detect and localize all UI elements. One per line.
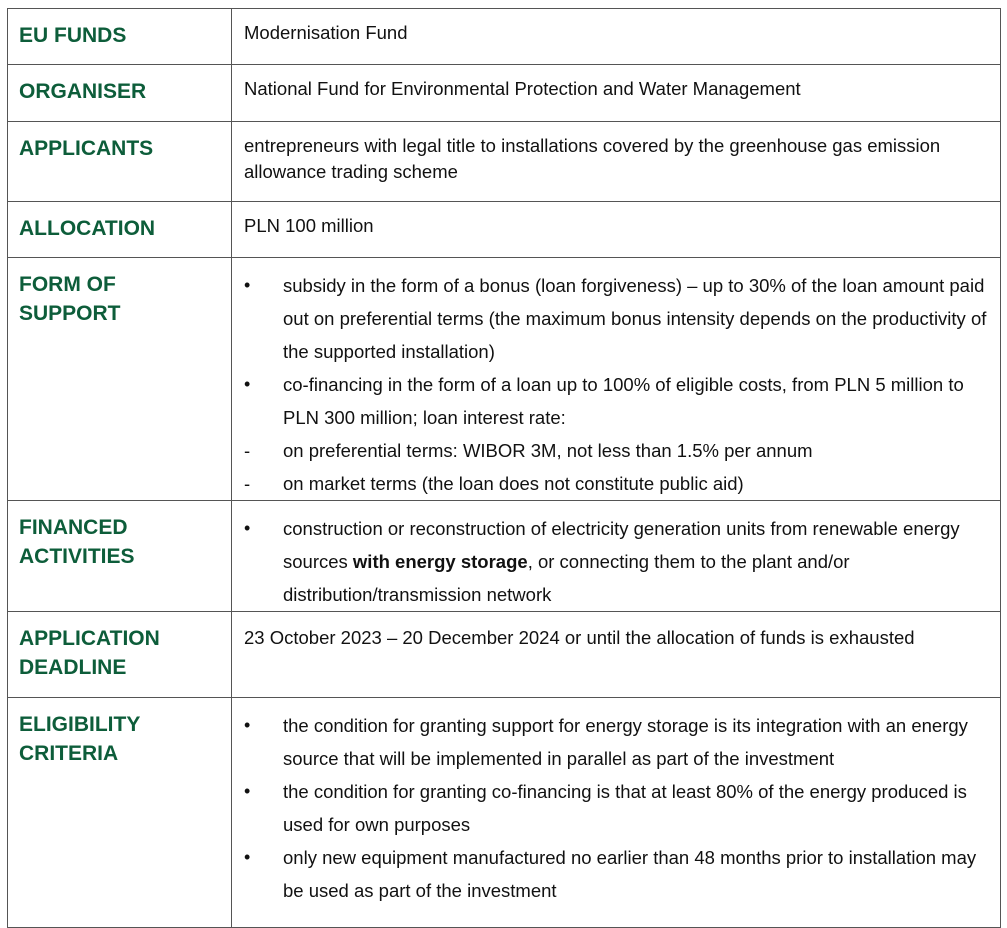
value-application-deadline: 23 October 2023 – 20 December 2024 or until the allocation of funds is exhausted — [232, 612, 1001, 698]
bullet-text: co-financing in the form of a loan up to 100% of eligible costs, from PLN 5 million to PLN 300 million; loan interest rate: — [283, 374, 964, 428]
row-eligibility-criteria — [8, 698, 1001, 928]
bullet-marker: • — [244, 275, 251, 295]
list-item — [244, 269, 988, 368]
bullet-text-bold: with energy storage — [352, 551, 528, 572]
label-financed-activities: FINANCED ACTIVITIES — [8, 501, 232, 612]
value-eligibility-criteria — [232, 698, 1001, 928]
row-applicants — [8, 122, 1001, 202]
bullet-text-end: , or connecting them to the plant and/or distribution/transmission network — [283, 551, 850, 605]
bullet-marker: • — [244, 715, 251, 735]
value-organiser: National Fund for Environmental Protection and Water Management — [232, 65, 1001, 122]
bullet-marker: • — [244, 518, 251, 538]
bullet-marker: • — [244, 781, 251, 801]
value-financed-activities — [232, 501, 1001, 612]
criteria-bullet-list — [244, 709, 988, 907]
sub-list-item — [244, 434, 988, 467]
bullet-text: only new equipment manufactured no earlier than 48 months prior to installation may be used as part of the investment — [283, 847, 977, 901]
sub-item-text: on market terms (the loan does not constitute public aid) — [283, 473, 744, 494]
bullet-marker: • — [244, 374, 251, 394]
label-organiser: ORGANISER — [8, 65, 232, 122]
row-financed-activities — [8, 501, 1001, 612]
bullet-marker: • — [244, 847, 251, 867]
bullet-text: the condition for granting co-financing is that at least 80% of the energy produced is used for own purposes — [283, 781, 967, 835]
label-applicants: APPLICANTS — [8, 122, 232, 202]
row-eu-funds — [8, 9, 1001, 65]
label-eligibility-criteria: ELIGIBILITY CRITERIA — [8, 698, 232, 928]
value-applicants: entrepreneurs with legal title to installations covered by the greenhouse gas emission allowance trading scheme — [232, 122, 1001, 202]
list-item — [244, 512, 988, 611]
label-eu-funds: EU FUNDS — [8, 9, 232, 65]
sub-item-text: on preferential terms: WIBOR 3M, not less than 1.5% per annum — [283, 440, 813, 461]
dash-marker: - — [244, 440, 251, 461]
list-item — [244, 775, 988, 841]
label-form-of-support: FORM OF SUPPORT — [8, 258, 232, 501]
interest-rate-sublist — [244, 434, 988, 500]
label-application-deadline: APPLICATION DEADLINE — [8, 612, 232, 698]
value-allocation: PLN 100 million — [232, 202, 1001, 258]
row-allocation — [8, 202, 1001, 258]
sub-list-item — [244, 467, 988, 500]
list-item — [244, 368, 988, 434]
funding-info-table — [7, 8, 1001, 928]
row-application-deadline — [8, 612, 1001, 698]
list-item — [244, 841, 988, 907]
bullet-text: subsidy in the form of a bonus (loan forgiveness) – up to 30% of the loan amount paid out on preferential terms (the maximum bonus intensity depends on the productivity of the supported installation) — [283, 275, 987, 362]
list-item — [244, 709, 988, 775]
label-allocation: ALLOCATION — [8, 202, 232, 258]
value-eu-funds: Modernisation Fund — [232, 9, 1001, 65]
bullet-text: the condition for granting support for energy storage is its integration with an energy source that will be implemented in parallel as part of the investment — [283, 715, 968, 769]
row-organiser — [8, 65, 1001, 122]
dash-marker: - — [244, 473, 251, 494]
bullet-text-start: construction or reconstruction of electricity generation units from renewable energy sources — [283, 518, 960, 572]
support-bullet-list — [244, 269, 988, 434]
activities-bullet-list — [244, 512, 988, 611]
value-form-of-support — [232, 258, 1001, 501]
row-form-of-support — [8, 258, 1001, 501]
